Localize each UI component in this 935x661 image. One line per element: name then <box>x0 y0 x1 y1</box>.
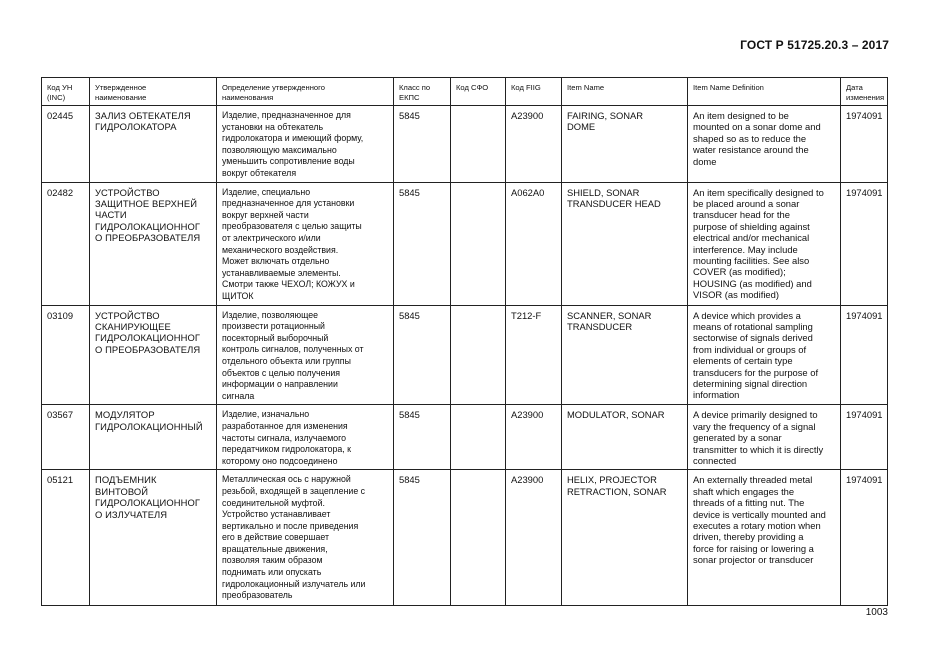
cell-sfo-code <box>451 405 506 470</box>
cell-item-name: SCANNER, SONAR TRANSDUCER <box>562 305 688 405</box>
cell-approved-name: ЗАЛИЗ ОБТЕКАТЕЛЯ ГИДРОЛОКАТОРА <box>90 106 217 183</box>
column-header-item-name: Item Name <box>562 78 688 106</box>
cell-item-name: SHIELD, SONAR TRANSDUCER HEAD <box>562 182 688 305</box>
table-header-row <box>42 78 888 106</box>
cell-change-date: 1974091 <box>841 470 888 606</box>
document-standard-header: ГОСТ Р 51725.20.3 – 2017 <box>740 38 889 52</box>
column-header-approved-definition: Определение утвержденного наименования <box>217 78 394 106</box>
cell-fiig-code: A23900 <box>506 470 562 606</box>
cell-fiig-code: A23900 <box>506 106 562 183</box>
cell-sfo-code <box>451 106 506 183</box>
cell-item-name: MODULATOR, SONAR <box>562 405 688 470</box>
cell-item-name-definition: An externally threaded metal shaft which engages the threads of a fitting nut. The device is vertically mounted and executes a rotary motion when driven, thereby providing a force for raising or lowering a sonar projector or transducer <box>688 470 841 606</box>
cell-approved-definition: Изделие, предназначенное для установки на обтекатель гидролокатора и имеющий форму, позволяющую максимально уменьшить сопротивление воды вокруг обтекателя <box>217 106 394 183</box>
cell-inc: 02445 <box>42 106 90 183</box>
column-header-item-name-definition: Item Name Definition <box>688 78 841 106</box>
cell-item-name-definition: An item designed to be mounted on a sonar dome and shaped so as to reduce the water resistance around the dome <box>688 106 841 183</box>
table-row <box>42 182 888 305</box>
cell-approved-name: МОДУЛЯТОР ГИДРОЛОКАЦИОННЫЙ <box>90 405 217 470</box>
column-header-fiig-code: Код FIIG <box>506 78 562 106</box>
cell-ekps-class: 5845 <box>394 106 451 183</box>
cell-item-name-definition: A device primarily designed to vary the frequency of a signal generated by a sonar transmitter to which it is directly connected <box>688 405 841 470</box>
table-row <box>42 405 888 470</box>
cell-ekps-class: 5845 <box>394 405 451 470</box>
cell-ekps-class: 5845 <box>394 470 451 606</box>
cell-sfo-code <box>451 182 506 305</box>
cell-inc: 02482 <box>42 182 90 305</box>
cell-inc: 03567 <box>42 405 90 470</box>
cell-inc: 05121 <box>42 470 90 606</box>
cell-change-date: 1974091 <box>841 106 888 183</box>
cell-item-name: FAIRING, SONAR DOME <box>562 106 688 183</box>
cell-change-date: 1974091 <box>841 305 888 405</box>
page-number: 1003 <box>865 607 888 618</box>
table-row <box>42 470 888 606</box>
column-header-change-date: Дата изменения <box>841 78 888 106</box>
cell-inc: 03109 <box>42 305 90 405</box>
cell-item-name-definition: A device which provides a means of rotational sampling sectorwise of signals derived from individual or groups of elements of certain type transducers for the purpose of determining signal direction information <box>688 305 841 405</box>
cell-approved-definition: Изделие, изначально разработанное для изменения частоты сигнала, излучаемого передатчиком гидролокатора, к которому оно подсоединено <box>217 405 394 470</box>
cell-approved-name: УСТРОЙСТВО ЗАЩИТНОЕ ВЕРХНЕЙ ЧАСТИ ГИДРОЛОКАЦИОННОГ О ПРЕОБРАЗОВАТЕЛЯ <box>90 182 217 305</box>
cell-sfo-code <box>451 470 506 606</box>
cell-ekps-class: 5845 <box>394 305 451 405</box>
column-header-approved-name: Утвержденное наименование <box>90 78 217 106</box>
cell-approved-name: ПОДЪЕМНИК ВИНТОВОЙ ГИДРОЛОКАЦИОННОГ О ИЗЛУЧАТЕЛЯ <box>90 470 217 606</box>
cell-approved-definition: Изделие, специально предназначенное для установки вокруг верхней части преобразователя с целью защиты от электрического и/или механического воздействия. Может включать отдельно устанавливаемые элементы. Смотри также ЧЕХОЛ; КОЖУХ и ЩИТОК <box>217 182 394 305</box>
cell-item-name: HELIX, PROJECTOR RETRACTION, SONAR <box>562 470 688 606</box>
cell-fiig-code: A062A0 <box>506 182 562 305</box>
cell-approved-definition: Металлическая ось с наружной резьбой, входящей в зацепление с соединительной муфтой. Устройство устанавливает вертикально и после приведения его в действие совершает вращательные движения, позволяя таким образом поднимать или опускать гидролокационный излучатель или преобразователь <box>217 470 394 606</box>
table-row <box>42 106 888 183</box>
cell-change-date: 1974091 <box>841 405 888 470</box>
cell-approved-name: УСТРОЙСТВО СКАНИРУЮЩЕЕ ГИДРОЛОКАЦИОННОГ О ПРЕОБРАЗОВАТЕЛЯ <box>90 305 217 405</box>
cell-approved-definition: Изделие, позволяющее произвести ротационный посекторный выборочный контроль сигналов, полученных от отдельного объекта или группы объектов с целью получения информации о направлении сигнала <box>217 305 394 405</box>
cell-fiig-code: A23900 <box>506 405 562 470</box>
cell-item-name-definition: An item specifically designed to be placed around a sonar transducer head for the purpose of shielding against electrical and/or mechanical interference. May include mounting facilities. See also COVER (as modified); HOUSING (as modified) and VISOR (as modified) <box>688 182 841 305</box>
cell-ekps-class: 5845 <box>394 182 451 305</box>
cell-fiig-code: T212-F <box>506 305 562 405</box>
column-header-sfo-code: Код СФО <box>451 78 506 106</box>
cell-change-date: 1974091 <box>841 182 888 305</box>
column-header-inc: Код УН (INC) <box>42 78 90 106</box>
column-header-ekps-class: Класс по ЕКПС <box>394 78 451 106</box>
table-row <box>42 305 888 405</box>
item-names-table <box>41 77 888 606</box>
cell-sfo-code <box>451 305 506 405</box>
